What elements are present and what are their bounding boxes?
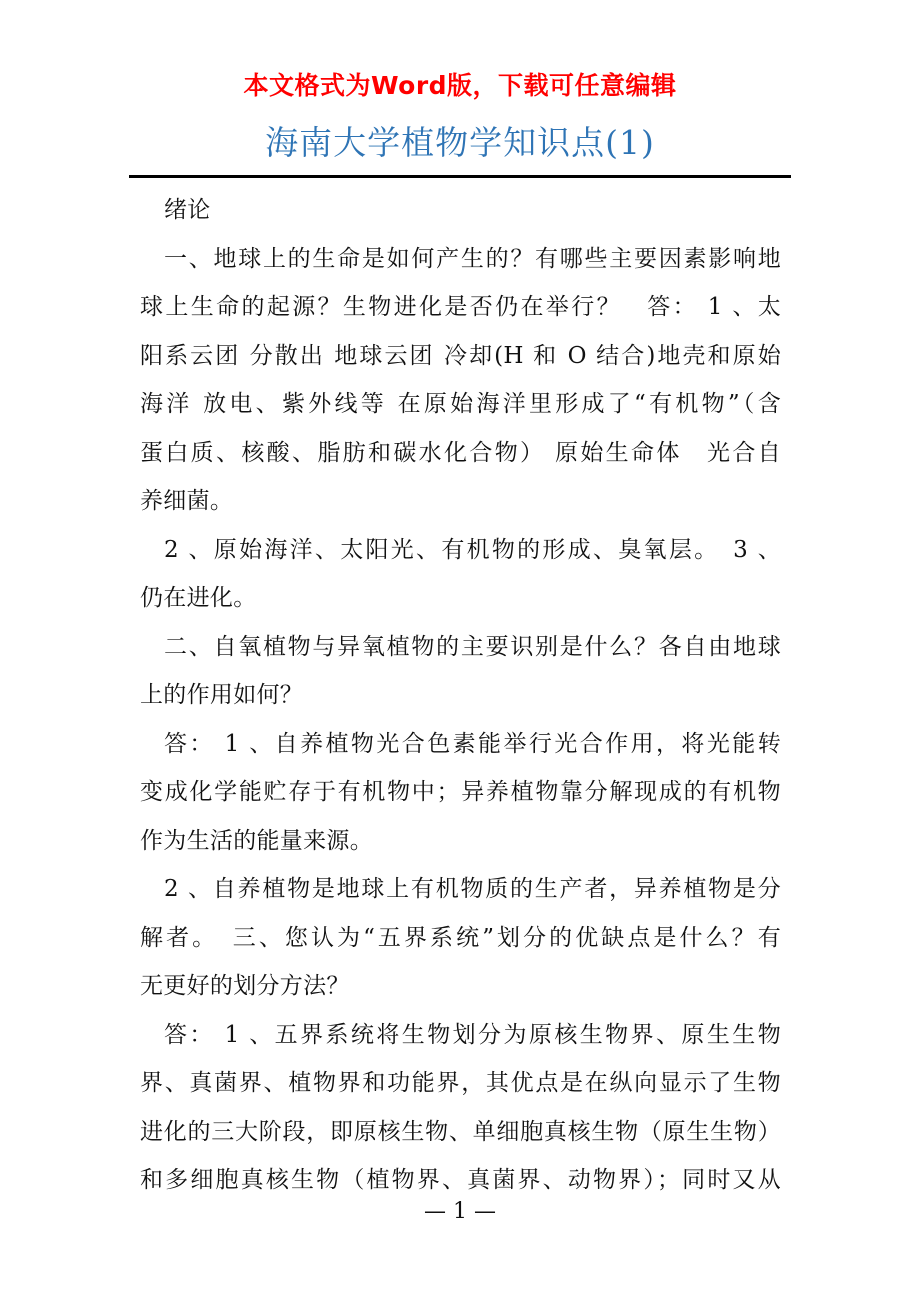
word-format-banner: 本文格式为Word版，下载可任意编辑 — [243, 71, 677, 100]
answer-2-line: 答： 1 、自养植物光合色素能举行光合作用，将光能转 — [164, 730, 781, 757]
document-body — [140, 186, 781, 1205]
answer-1-line: 蛋白质、核酸、脂肪和碳水化合物） 原始生命体 光合自 — [140, 439, 781, 466]
answer-2-point-2-line: 2 、自养植物是地球上有机物质的生产者，异养植物是分 — [164, 876, 781, 902]
answer-2-line: 变成化学能贮存于有机物中；异养植物靠分解现成的有机物 — [140, 779, 781, 805]
answer-1-line: 阳系云团 分散出 地球云团 冷却(H 和 O 结合)地壳和原始 — [140, 342, 781, 369]
question-1-line: 一、地球上的生命是如何产生的？有哪些主要因素影响地 — [164, 245, 781, 272]
page-number: — 1 — — [424, 1199, 496, 1224]
answer-1-line: 海洋 放电、紫外线等 在原始海洋里形成了“有机物”（含 — [140, 391, 781, 417]
question-2-line: 上的作用如何？ — [140, 682, 304, 708]
section-heading-introduction: 绪论 — [164, 197, 211, 223]
document-title: 海南大学植物学知识点(1) — [265, 123, 655, 162]
question-1-line: 球上生命的起源？生物进化是否仍在举行？ 答： 1 、太 — [140, 294, 781, 320]
answer-1-line: 养细菌。 — [140, 488, 234, 514]
answer-3-line: 和多细胞真核生物（植物界、真菌界、动物界）；同时又从 — [140, 1167, 781, 1193]
answer-1-point-3-line: 仍在进化。 — [140, 585, 257, 611]
answer-3-line: 进化的三大阶段，即原核生物、单细胞真核生物（原生生物） — [140, 1118, 781, 1145]
answer-2-line: 作为生活的能量来源。 — [140, 827, 373, 854]
answer-3-line: 答： 1 、五界系统将生物划分为原核生物界、原生生物 — [164, 1021, 781, 1048]
header-divider — [129, 175, 791, 178]
answer-3-line: 界、真菌界、植物界和功能界，其优点是在纵向显示了生物 — [140, 1070, 781, 1096]
question-2-line: 二、自氧植物与异氧植物的主要识别是什么？各自由地球 — [164, 633, 781, 660]
question-3-line: 解者。 三、您认为“五界系统”划分的优缺点是什么？有 — [140, 924, 781, 951]
answer-1-point-2-line: 2 、原始海洋、太阳光、有机物的形成、臭氧层。 3 、 — [164, 536, 781, 563]
question-3-line: 无更好的划分方法？ — [140, 973, 350, 999]
